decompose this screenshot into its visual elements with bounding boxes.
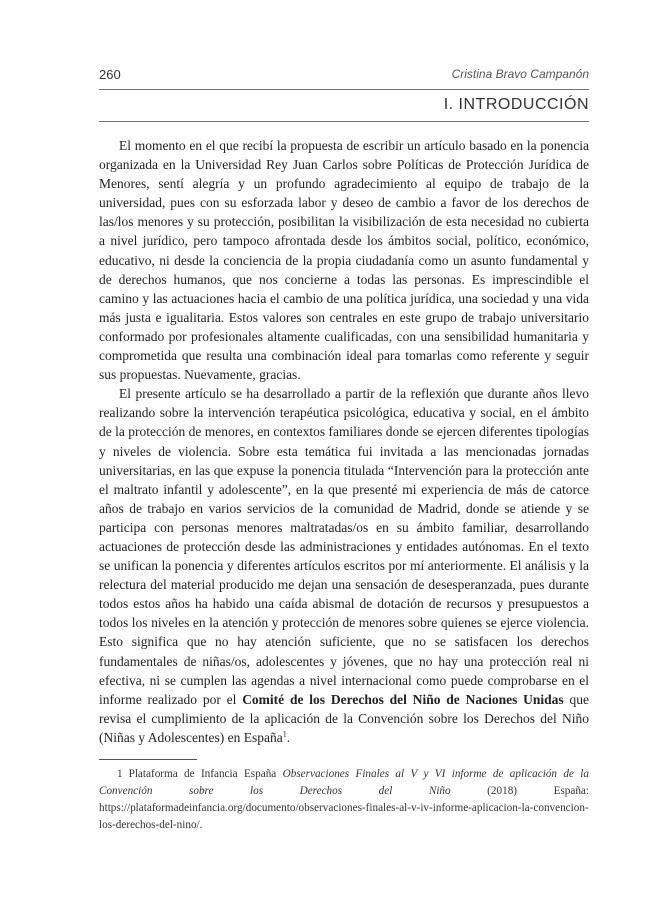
paragraph-2-text-end: que revisa el cumplimiento de la aplicación de la Convención sobre los Derechos del Niño (Niñas y Adolescentes) en España <box>99 691 589 745</box>
page-number: 260 <box>99 67 121 82</box>
footnote-number: 1 <box>117 768 123 780</box>
body-text <box>99 136 589 747</box>
paragraph-1-text: El momento en el que recibí la propuesta de escribir un artículo basado en la ponencia organizada en la Universidad Rey Juan Carlos sobre Políticas de Protección Jurídica de Menores, sentí alegría y un profundo agradecimiento al equipo de trabajo de la universidad, pues con su esforzada labor y deseo de cambio a favor de los derechos de las/los menores y su protección, posibilitan la visibilización de esta necesidad no cubierta a nivel jurídico, pero tampoco afrontada desde los ámbitos social, político, económico, educativo, ni desde la conciencia de la propia ciudadanía como un asunto fundamental y de derechos humanos, que nos concierne a todas las personas. Es imprescindible el camino y las actuaciones hacia el cambio de una política jurídica, una sociedad y una vida más justa e igualitaria. Estos valores son centrales en este grupo de trabajo universitario conformado por profesionales altamente cualificadas, con una sensibilidad humanitaria y comprometida que resulta una combinación ideal para tomarlas como referente y seguir sus propuestas. Nuevamente, gracias. <box>99 138 589 383</box>
footnote-reference[interactable]: 1 <box>282 729 287 739</box>
paragraph-2 <box>99 384 589 747</box>
paragraph-2-period: . <box>286 729 291 745</box>
footnote-document-title: Observaciones Finales al V y VI informe de aplicación de la Convención sobre los Derechos del Niño <box>99 768 590 797</box>
section-title: I. INTRODUCCIÓN <box>443 96 589 113</box>
header-rule <box>99 89 589 90</box>
committee-name-bold: Comité de los Derechos del Niño de Naciones Unidas <box>242 691 564 707</box>
section-title-rule <box>99 121 589 122</box>
running-header-author: Cristina Bravo Campanón <box>451 67 589 81</box>
footnote-url-text[interactable]: (2018) España: https://plataformadeinfancia.org/documento/observaciones-finales-al-v-iv-informe-aplicacion-la-convencion-los-derechos-del-nino/. <box>99 785 589 831</box>
paragraph-2-text: El presente artículo se ha desarrollado a partir de la reflexión que durante años llevo realizando sobre la intervención terapéutica psicológica, educativa y social, en el ámbito de la protección de menores, en contextos familiares donde se ejercen diferentes tipologías y niveles de violencia. Sobre esta temática fui invitada a las mencionadas jornadas universitarias, en las que expuse la ponencia titulada “Intervención para la protección ante el maltrato infantil y adolescente”, en la que presenté mi experiencia de más de catorce años de trabajo en varios servicios de la comunidad de Madrid, donde se atiende y se participa con personas menores maltratadas/os en su ámbito familiar, desarrollando actuaciones de protección desde las administraciones y entidades autónomas. En el texto se unifican la ponencia y diferentes artículos escritos por mí anteriormente. El análisis y la relectura del material producido me dejan una sensación de desesperanzada, pues durante todos estos años ha habido una caída abismal de dotación de recursos y presupuestos a todos los niveles en la atención y protección de menores sobre quienes se ejerce violencia. Esto significa que no hay atención suficiente, que no se satisfacen los derechos fundamentales de niñas/os, adolescentes y jóvenes, que no hay una protección real ni efectiva, ni se cumplen las agendas a nivel internacional como puede comprobarse en el informe realizado por el <box>99 386 589 707</box>
footnote-rule <box>99 759 197 760</box>
paragraph-1 <box>99 136 589 384</box>
footnote-text: Plataforma de Infancia España <box>128 768 283 780</box>
footnote-1 <box>99 766 589 834</box>
footnote <box>99 766 589 834</box>
